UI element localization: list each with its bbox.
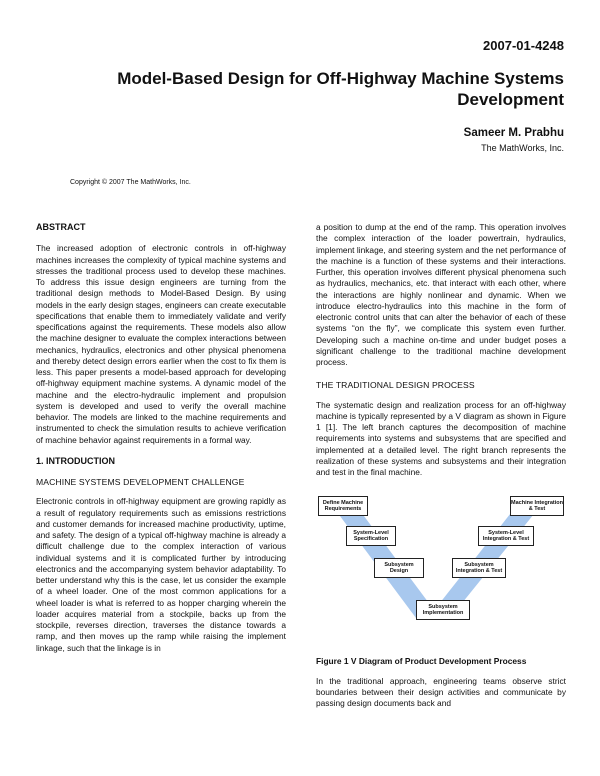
paper-title [64, 68, 564, 110]
title-line-2: Development [457, 90, 564, 109]
paper-id: 2007-01-4248 [483, 38, 564, 53]
title-line-1: Model-Based Design for Off-Highway Machine Systems [117, 69, 564, 88]
introduction-text-continued: a position to dump at the end of the ramp. This operation involves the complex interaction of the loader powertrain, hydraulics, implement linkage, and steering system and the net performance of the machine is a function of these systems and their interactions. Further, this operation involves different physical phenomena such as hydraulics, mechanics, etc. that interact with each other, where the interactions are highly nonlinear and dynamic. When we introduce electro-hydraulics into this machine in the form of electronic control units that can alter the behavior of each of these systems “on the fly”, we complicate this system even further. Developing such a machine on-time and under budget poses a significant challenge to the traditional machine development process. [316, 222, 566, 367]
traditional-text-after-figure: In the traditional approach, engineering teams observe strict boundaries between their design activities and communicate by passing design documents back and [316, 675, 566, 708]
box-subsystem-integration: Subsystem Integration & Test [452, 558, 506, 578]
box-subsystem-design: Subsystem Design [374, 558, 424, 578]
introduction-heading: 1. INTRODUCTION [36, 455, 116, 466]
figure-v-diagram [316, 490, 566, 650]
author-affiliation: The MathWorks, Inc. [481, 143, 564, 153]
author-name: Sameer M. Prabhu [463, 127, 564, 139]
box-system-integration: System-Level Integration & Test [478, 526, 534, 546]
right-column [316, 222, 566, 709]
abstract-text: The increased adoption of electronic controls in off-highway machines increases the complexity of typical machine systems and stresses the traditional process used to develop these machines. To address this issue design engineers are turning from the traditional design methods to Model-Based Design. By using models in the early design stages, engineers can create executable specifications that enable them to immediately validate and verify specifications against the requirements. These models also allow the machine designer to evaluate the complex interactions between mechanics, hydraulics, electronics and other physical phenomena and thereby detect design errors earlier when the cost to fix them is less. This paper presents a model-based approach for developing off-highway equipment machine systems. A dynamic model of the machine and the electro-hydraulic implement and propulsion system is developed and used to verify the overall machine behavior. The models are linked to the machine requirements and instrumented to check the simulation results to achieve verification of machine behavior against requirements in a formal way. [36, 243, 286, 445]
box-subsystem-implementation: Subsystem Implementation [416, 600, 470, 620]
spacer [316, 368, 566, 380]
traditional-subheading: THE TRADITIONAL DESIGN PROCESS [316, 380, 475, 391]
spacer [36, 446, 286, 456]
left-column [36, 222, 286, 654]
challenge-subheading: MACHINE SYSTEMS DEVELOPMENT CHALLENGE [36, 477, 245, 487]
box-system-specification: System-Level Specification [346, 526, 396, 546]
introduction-text: Electronic controls in off-highway equipment are growing rapidly as a result of regulatory requirements such as emissions restrictions and customer demands for increased machine productivity, uptime, and safety. The design of a typical off-highway machine is already a difficult challenge due to the complex interaction of various individual systems and it is complicated further by introducing electronics and the accompanying system behavior adaptability. To better understand why this is the case, let us consider the example of a wheel loader. One of the most common applications for a wheel loader is what is referred to as hopper charging wherein the loader acquires material from a stockpile, backs up from the stockpile, reverses direction, traverses the distance towards a ramp, and then moves up the ramp while raising the implement linkage, such that the linkage is in [36, 496, 286, 653]
box-define-requirements: Define Machine Requirements [318, 496, 368, 516]
figure-caption: Figure 1 V Diagram of Product Development Process [316, 656, 527, 667]
abstract-heading: ABSTRACT [36, 222, 86, 232]
box-machine-integration: Machine Integration & Test [510, 496, 564, 516]
copyright-notice: Copyright © 2007 The MathWorks, Inc. [70, 179, 191, 186]
traditional-text: The systematic design and realization process for an off-highway machine is typically represented by a V diagram as shown in Figure 1 [1]. The left branch captures the decomposition of machine requirements into systems and subsystems that are specified and implemented at a detailed level. The right branch represents the realization of these systems and subsystems and their integration and test in the final machine. [316, 399, 566, 477]
